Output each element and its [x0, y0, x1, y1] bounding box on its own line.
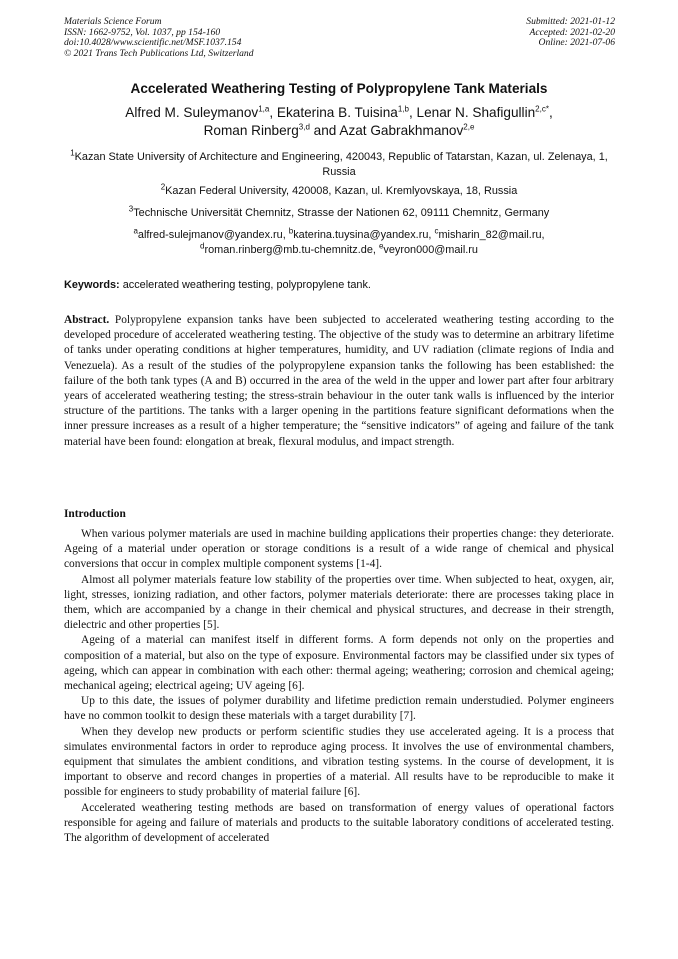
issn-line: ISSN: 1662-9752, Vol. 1037, pp 154-160: [64, 26, 221, 38]
paragraph: Almost all polymer materials feature low stability of the properties over time. When subjected to heat, oxygen, air, light, stresses, ionizing radiation, and other factors, polymer materials deteriorate: there are processes taking place in them, which are accompanied by a change in their chemical and physical structures, and decrease in their strength, dielectric and other properties [5].: [64, 573, 614, 632]
paragraph: Accelerated weathering testing methods are based on transformation of energy values of operational factors responsible for ageing and failure of materials and products to the suitable laboratory conditions of accelerated testing. The algorithm of development of accelerated: [64, 801, 614, 845]
author-emails: [58, 228, 620, 258]
keywords: [64, 278, 614, 292]
author: Ekaterina B. Tuisina$^{1,b}$,: [276, 104, 417, 120]
journal-header: [64, 17, 254, 59]
paragraph: Ageing of a material can manifest itself in different forms. A form depends not only on the properties and composition of a material, but also on the type of exposure. Environmental factors may be classified under six types of ageing, which can appear in combination with each other: thermal ageing; weathering; corrosion and chemical ageing; mechanical ageing; electrical ageing; UV ageing [6].: [64, 634, 614, 693]
email: $^a$alfred-sulejmanov@yandex.ru,: [133, 226, 289, 241]
email: $^c$misharin_82@mail.ru,: [434, 226, 545, 241]
affiliation-1: $^1$Kazan State University of Architecture and Engineering, 420043, Republic of Tatarstan, Kazan, ul. Zelenaya, 1, Russia: [70, 148, 608, 178]
submitted-date: Submitted: 2021-01-12: [526, 16, 615, 27]
introduction-body: [64, 527, 614, 846]
dates-header: [526, 17, 615, 49]
keywords-text: accelerated weathering testing, polypropylene tank.: [119, 279, 371, 291]
author-list: [40, 104, 638, 140]
author: Alfred M. Suleymanov$^{1,a}$,: [125, 104, 277, 120]
affiliation-2: $^2$Kazan Federal University, 420008, Kazan, ul. Kremlyovskaya, 18, Russia: [160, 182, 518, 197]
paragraph: When they develop new products or perform scientific studies they use accelerated ageing. It is a process that simulates environmental factors in order to reproduce aging process. It involves the use of environmental chambers, equipment that simulates the ambient conditions, and vibration testing systems. In the course of development, it is important to observe and record changes in properties of a material. All results have to be reproducible to make it possible for engineers to study probability of material failure [6].: [64, 725, 614, 799]
paragraph: When various polymer materials are used in machine building applications their properties change: they deteriorate. Ageing of a material under operation or storage conditions is a result of a wide range of chemical and physical conversions that occur in complex multiple component systems [1-4].: [64, 528, 614, 571]
email: $^b$katerina.tuysina@yandex.ru,: [288, 226, 435, 241]
paragraph: Up to this date, the issues of polymer durability and lifetime prediction remain understudied. Polymer engineers have no common toolkit to design these materials with a target durability [7].: [64, 695, 614, 723]
keywords-label: Keywords:: [64, 279, 120, 291]
copyright-line: © 2021 Trans Tech Publications Ltd, Switzerland: [64, 47, 254, 59]
paper-title: Accelerated Weathering Testing of Polypropylene Tank Materials: [130, 81, 548, 96]
doi-line: doi:10.4028/www.scientific.net/MSF.1037.154: [64, 37, 242, 49]
accepted-date: Accepted: 2021-02-20: [529, 26, 615, 38]
abstract: [64, 313, 614, 450]
author: Roman Rinberg$^{3,d}$ and: [203, 122, 340, 138]
author: Lenar N. Shafigullin$^{2,c*}$,: [416, 104, 553, 120]
online-date: Online: 2021-07-06: [538, 37, 615, 49]
affiliation-3: $^3$Technische Universität Chemnitz, Strasse der Nationen 62, 09111 Chemnitz, Germany: [128, 204, 550, 219]
author: Azat Gabrakhmanov$^{2,e}$: [339, 122, 475, 138]
email: $^e$veyron000@mail.ru: [378, 241, 478, 256]
abstract-label: Abstract.: [64, 314, 110, 326]
email: $^d$roman.rinberg@mb.tu-chemnitz.de,: [200, 241, 379, 256]
section-heading: Introduction: [64, 508, 126, 520]
abstract-text: Polypropylene expansion tanks have been subjected to accelerated weathering testing according to the developed procedure of accelerated weathering testing. The objective of the study was to determine an arbitrary lifetime of tanks under operating conditions at higher temperatures, humidity, and UV radiation (climate regions of India and Venezuela). As a result of the studies of the polypropylene expansion tanks the following has been established: the failure of the both tank types (A and B) occurred in the area of the weld in the upper and lower part after four arbitrary years of accelerated weathering testing; the stress-strain behaviour in the outer tank walls is influenced by the interior structure of the partitions. The tanks with a larger opening in the partitions feature significant deformations when the inner pressure increases as a result of a higher temperature; the “sensitive indicators” of ageing and failure of the tank material have been found: elongation at break, flexural modulus, and impact strength.: [64, 314, 614, 448]
journal-name: Materials Science Forum: [64, 16, 162, 27]
